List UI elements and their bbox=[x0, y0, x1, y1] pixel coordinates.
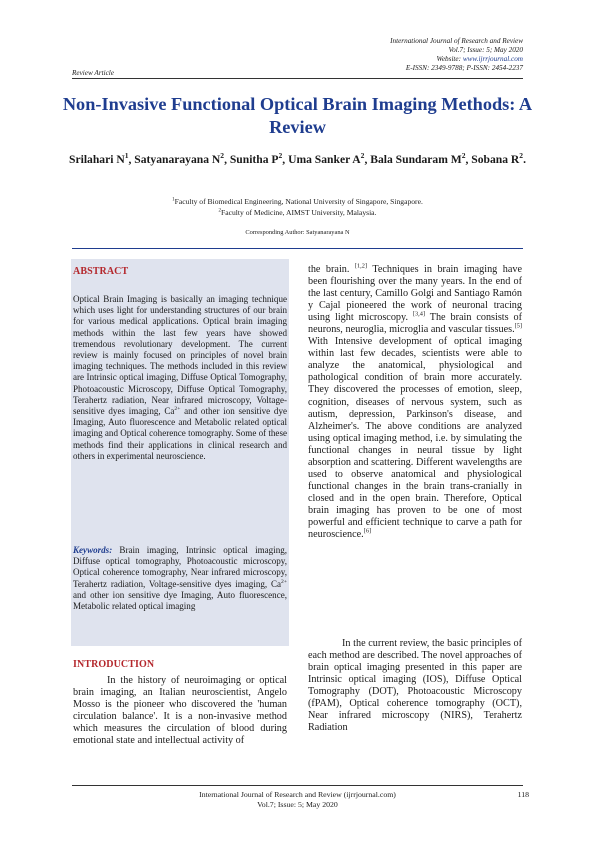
keywords-label: Keywords: bbox=[73, 545, 113, 555]
author-name: Bala Sundaram M bbox=[370, 153, 462, 166]
page-number: 118 bbox=[517, 790, 529, 799]
author-affiliation-mark: 1 bbox=[124, 151, 129, 161]
keywords: Keywords: Brain imaging, Intrinsic optical imaging, Diffuse optical tomography, Photoacoustic microscopy, Optical coherence tomography, Near infrared microscopy, Terahertz radiation, Voltage-sensitive dyes imaging, $Ca^{2+}$ and other ion sensitive dye Imaging, Auto fluorescence, Metabolic related optical imaging bbox=[73, 545, 287, 612]
footer-rule bbox=[72, 785, 523, 786]
author-affiliation-mark: 2 bbox=[220, 151, 225, 161]
affiliation-1: $^1$Faculty of Biomedical Engineering, National University of Singapore, Singapore. bbox=[172, 197, 423, 206]
author-name: Sobana R bbox=[471, 153, 520, 166]
right-column-paragraph-2: In the current review, the basic principles of each method are described. The novel approaches of brain optical imaging presented in this paper are Intrinsic optical imaging (IOS), Diffuse Optical Tomography (DOT), Photoacoustic Microscopy (fPAM), Optical coherence tomography (OCT), Near infrared microscopy (NIRS), Terahertz Radiation bbox=[308, 638, 522, 734]
paper-title: Non-Invasive Functional Optical Brain Imaging Methods: A Review bbox=[62, 94, 533, 137]
website-link[interactable]: www.ijrrjournal.com bbox=[462, 55, 523, 63]
author-affiliation-mark: 2 bbox=[278, 151, 283, 161]
introduction-heading: INTRODUCTION bbox=[73, 659, 155, 670]
article-type: Review Article bbox=[72, 69, 114, 77]
author-name: Uma Sanker A bbox=[288, 153, 361, 166]
journal-volume: Vol.7; Issue: 5; May 2020 bbox=[448, 46, 523, 54]
journal-issn: E-ISSN: 2349-9788; P-ISSN: 2454-2237 bbox=[405, 64, 523, 72]
journal-name: International Journal of Research and Review bbox=[390, 37, 523, 45]
header-rule bbox=[72, 78, 523, 79]
abstract-text: Optical Brain Imaging is basically an imaging technique which uses light for understanding structures of our brain for various medical applications. Optical brain imaging methods within the last few years have showed tremendous revolutionary development. The current review is mainly focused on principles of novel brain imaging techniques. The methods included in this review are Intrinsic optical imaging, Diffuse Optical Tomography, Photoacoustic Microscopy, Diffuse Optical Tomography, Terahertz radiation, Near infrared microscopy, Voltage-sensitive dyes imaging, $Ca^{2+}$ and other ion sensitive dye Imaging, Auto fluorescence and Metabolic related optical imaging and Optical coherence tomography. Some of these methods find their applications in clinical research and others in experimental neuroscience. bbox=[73, 294, 287, 461]
author-name: Srilahari N bbox=[69, 153, 125, 166]
corresponding-author: Corresponding Author: Satyanarayana N bbox=[245, 229, 350, 236]
author-list: Srilahari $N^1$, Satyanarayana $N^2$, Sunitha $P^2$, Uma Sanker $A^2$, Bala Sundaram $M^2$, Sobana $R^2$. bbox=[69, 151, 526, 166]
author-name: Sunitha P bbox=[229, 153, 279, 166]
footer-journal: International Journal of Research and Review (ijrrjournal.com) bbox=[199, 790, 396, 799]
introduction-paragraph-1: In the history of neuroimaging or optical brain imaging, an Italian neuroscientist, Angelo Mosso is the pioneer who discovered the 'human circulation balance'. It is a non-invasive method which measures the circulation of blood during emotional state and intellectual activity of bbox=[73, 675, 287, 747]
affiliation-2: $^2$Faculty of Medicine, AIMST University, Malaysia. bbox=[218, 208, 377, 217]
author-affiliation-mark: 2 bbox=[360, 151, 365, 161]
title-rule bbox=[72, 248, 523, 249]
abstract-heading: ABSTRACT bbox=[73, 266, 129, 277]
right-column-paragraph-1: the brain. [1,2] Techniques in brain imaging have been flourishing over the many years. In the end of the last century, Camillo Golgi and Santiago Ramón y Cajal pioneered the work of neuronal tracing using light microscopy. [3,4] The brain consists of neurons, neuroglia, microglia and vascular tissues.[5] With Intensive development of optical imaging within last few decades, scientists were able to analyze the anatomical, physiological and pathological condition of brain more accurately. They discovered the processes of emotion, sleep, cognition, diseases of nervous system, such as autism, depression, Parkinson's disease, and Alzheimer's. The above conditions are analyzed using optical imaging method, i.e. by simulating the functional changes in neural tissue by light absorption and scattering. Different wavelengths are used to observe anatomical and physiological functional changes in the brain trans-cranially in closed and in the open brain. Therefore, Optical brain imaging has proven to be one of most powerful and efficient technique to carve a path for neuroscience.[6] bbox=[308, 262, 522, 541]
journal-website: Website: www.ijrrjournal.com bbox=[436, 55, 523, 63]
footer bbox=[60, 790, 535, 810]
author-affiliation-mark: 2 bbox=[519, 151, 524, 161]
running-header bbox=[390, 37, 523, 73]
author-affiliation-mark: 2 bbox=[461, 151, 466, 161]
footer-volume: Vol.7; Issue: 5; May 2020 bbox=[257, 800, 338, 809]
author-name: Satyanarayana N bbox=[134, 153, 221, 166]
